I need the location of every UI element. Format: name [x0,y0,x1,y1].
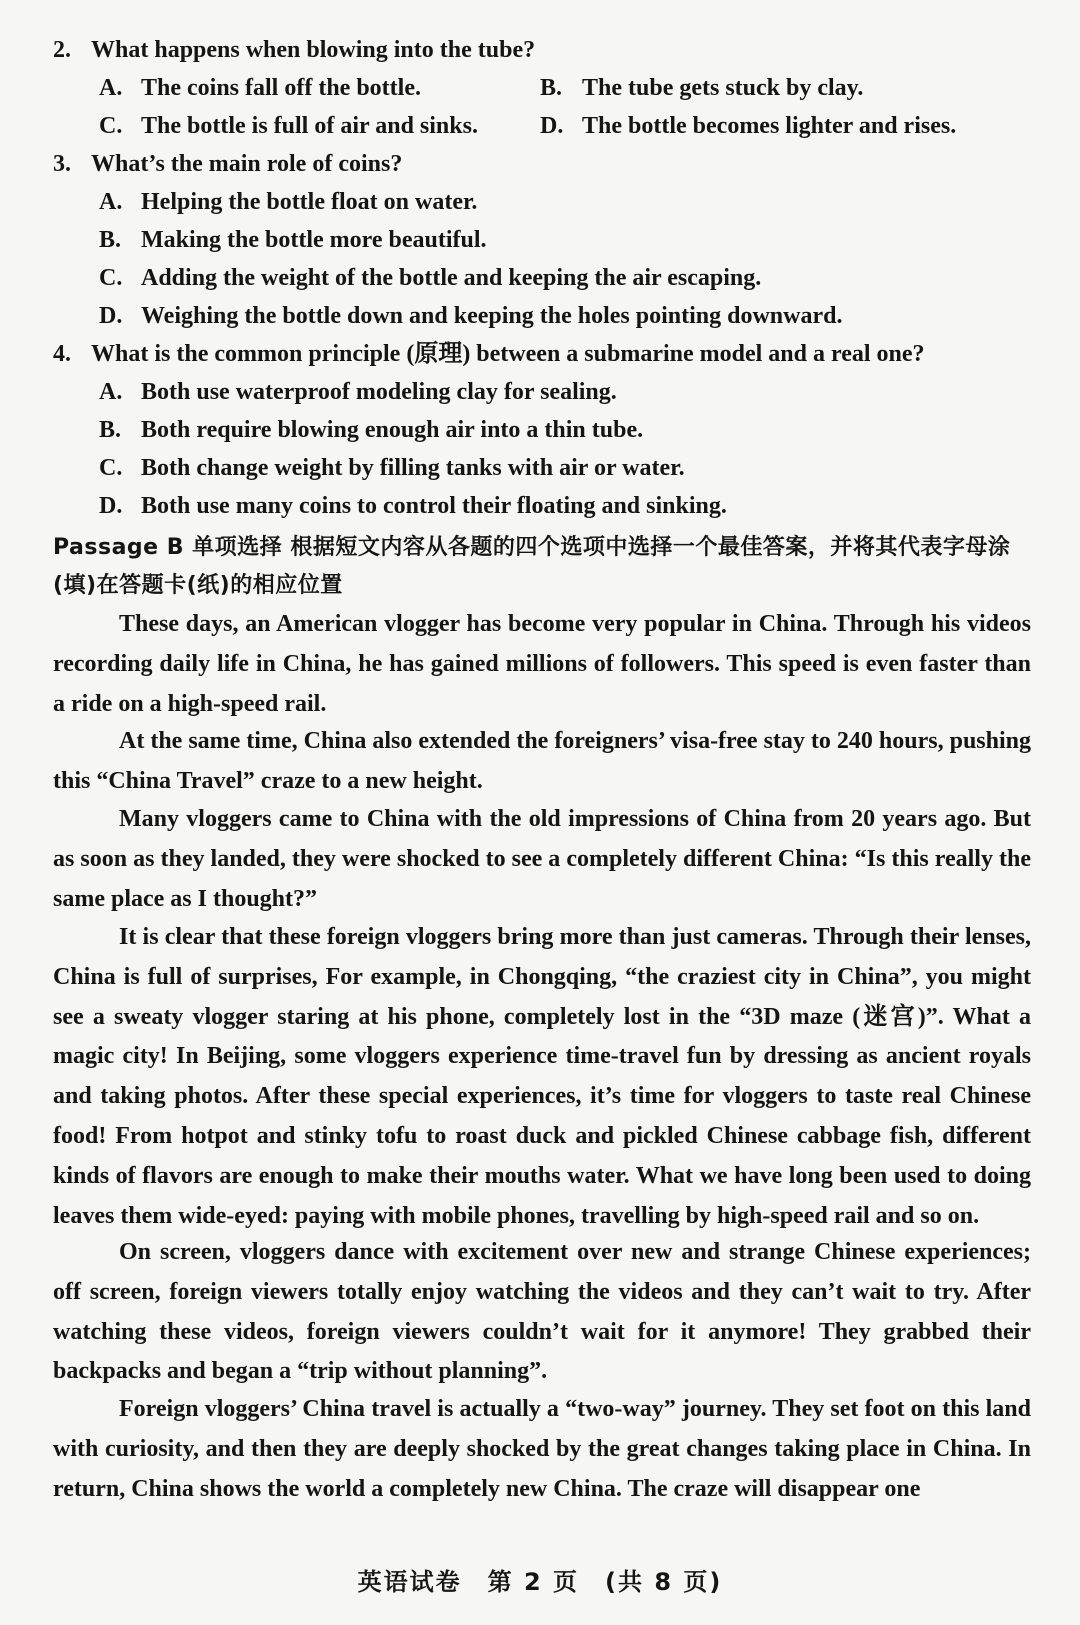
option-letter: C. [99,265,123,291]
option-letter: C. [99,113,123,139]
option-text: Both change weight by filling tanks with air or water. [141,455,685,481]
passage-paragraph-5: On screen, vloggers dance with excitement over new and strange Chinese experiences; off screen, foreign viewers totally enjoy watching the videos and they can’t wait to try. After watching these videos, foreign viewers couldn’t wait for it anymore! They grabbed their backpacks and began a “trip without planning”. [53,1239,1031,1385]
option-letter: B. [99,227,122,253]
option-text: Helping the bottle float on water. [141,189,478,215]
option-text: Both use waterproof modeling clay for sealing. [141,379,617,405]
passage-paragraph-2: At the same time, China also extended the foreigners’ visa-free stay to 240 hours, pushing this “China Travel” craze to a new height. [53,728,1031,794]
passage-paragraph-1: These days, an American vlogger has become very popular in China. Through his videos recording daily life in China, he has gained millions of followers. This speed is even faster than a ride on a high-speed rail. [53,611,1031,717]
option-text: Making the bottle more beautiful. [141,227,487,253]
option-letter: C. [99,455,123,481]
passage-paragraph-6: Foreign vloggers’ China travel is actually a “two-way” journey. They set foot on this land with curiosity, and then they are deeply shocked by the great changes taking place in China. In return, China shows the world a completely new China. The craze will disappear one [53,1396,1031,1502]
option-text: Both use many coins to control their floating and sinking. [141,493,727,519]
q4-option-a [99,377,617,407]
option-letter: D. [540,113,564,139]
q4-option-d [99,491,727,521]
option-letter: B. [540,75,563,101]
q4-option-c [99,453,685,483]
q2-option-d [540,111,956,141]
option-letter: A. [99,75,123,101]
question-number: 3. [53,151,71,177]
q2-option-b [540,73,863,103]
option-letter: D. [99,303,123,329]
q3-option-b [99,225,487,255]
question-text: What’s the main role of coins? [91,151,403,177]
passage-paragraph-3: Many vloggers came to China with the old impressions of China from 20 years ago. But as soon as they landed, they were shocked to see a completely different China: “Is this really the same place as I thought?” [53,806,1031,912]
q2-option-a [99,73,421,103]
option-text: The coins fall off the bottle. [141,75,421,101]
q3-option-d [99,301,842,331]
option-text: Weighing the bottle down and keeping the holes pointing downward. [141,303,843,329]
passage-b-instruction: Passage B 单项选择 根据短文内容从各题的四个选项中选择一个最佳答案，并将其代表字母涂(填)在答题卡(纸)的相应位置 [53,535,1011,598]
option-text: The bottle is full of air and sinks. [141,113,478,139]
q4-option-b [99,415,643,445]
option-letter: A. [99,189,123,215]
q2-option-c [99,111,478,141]
question-number: 4. [53,341,71,367]
option-letter: A. [99,379,123,405]
option-text: Adding the weight of the bottle and keeping the air escaping. [141,265,762,291]
option-letter: B. [99,417,122,443]
option-text: Both require blowing enough air into a thin tube. [141,417,644,443]
question-number: 2. [53,37,71,63]
question-text: What happens when blowing into the tube? [91,37,536,63]
option-text: The bottle becomes lighter and rises. [582,113,957,139]
option-text: The tube gets stuck by clay. [582,75,864,101]
question-2-stem [53,35,535,65]
q3-option-c [99,263,761,293]
q3-option-a [99,187,477,217]
question-text: What is the common principle (原理) between a submarine model and a real one? [91,341,925,367]
question-3-stem [53,149,402,179]
option-letter: D. [99,493,123,519]
page-footer: 英语试卷 第 2 页 (共 8 页) [357,1568,723,1596]
passage-paragraph-4: It is clear that these foreign vloggers bring more than just cameras. Through their lenses, China is full of surprises, For example, in Chongqing, “the craziest city in China”, you might see a sweaty vlogger staring at his phone, completely lost in the “3D maze (迷宫)”. What a magic city! In Beijing, some vloggers experience time-travel fun by dressing as ancient royals and taking photos. After these special experiences, it’s time for vloggers to taste real Chinese food! From hotpot and stinky tofu to roast duck and pickled Chinese cabbage fish, different kinds of flavors are enough to make their mouths water. What we have long been used to doing leaves them wide-eyed: paying with mobile phones, travelling by high-speed rail and so on. [53,924,1031,1229]
question-4-stem [53,339,925,369]
